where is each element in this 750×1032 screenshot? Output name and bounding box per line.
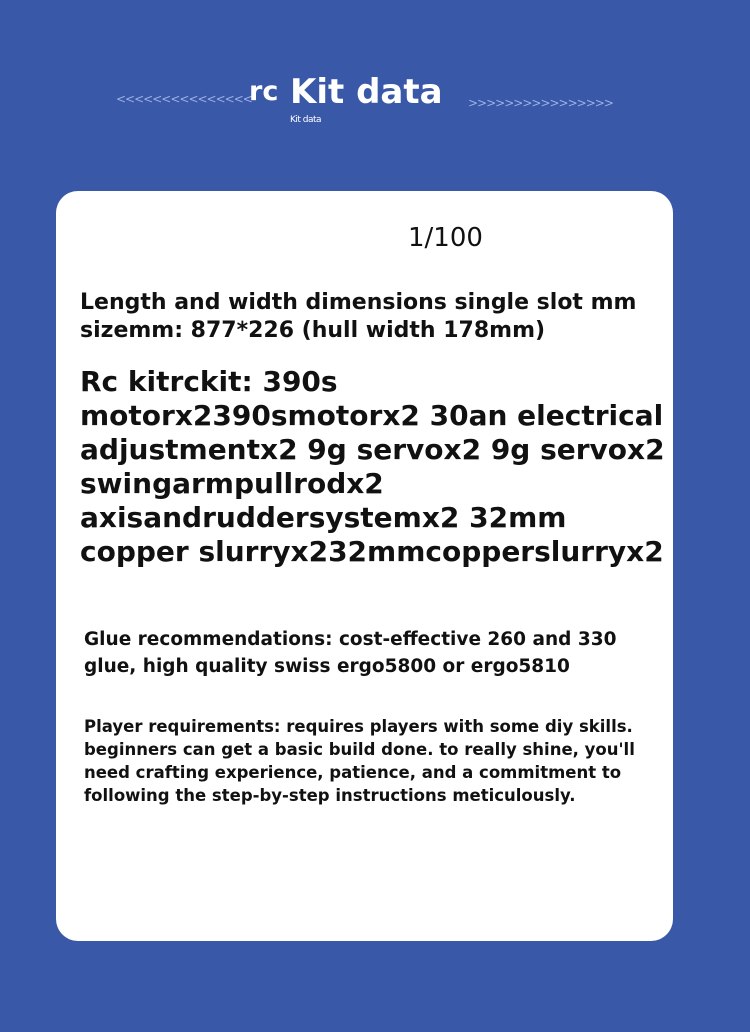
scale-label: 1/100: [408, 223, 483, 253]
right-chevron-decoration: >>>>>>>>>>>>>>>>: [468, 96, 613, 110]
left-chevron-decoration: <<<<<<<<<<<<<<<: [116, 92, 252, 106]
page-header: [0, 60, 750, 140]
page-title: Kit data: [290, 72, 443, 112]
player-requirements-text: Player requirements: requires players with some diy skills. beginners can get a basic build done. to really shine, you'll need crafting experience, patience, and a commitment to following the step-by-step instructions meticulously.: [84, 717, 635, 805]
title-row: [0, 70, 750, 114]
kit-data-card: [56, 191, 673, 941]
kit-contents-text: Rc kitrckit: 390s motorx2390smotorx2 30an electrical adjustmentx2 9g servox2 9g servox2 swingarmpullrodx2 axisandruddersystemx2 32mm copper slurryx232mmcopperslurryx2: [80, 365, 665, 568]
dimensions-text: Length and width dimensions single slot mm sizemm: 877*226 (hull width 178mm): [80, 290, 637, 343]
title-prefix: rc: [249, 76, 279, 107]
glue-recommendations-text: Glue recommendations: cost-effective 260 and 330 glue, high quality swiss ergo5800 or ergo5810: [84, 629, 617, 677]
page-subtitle: Kit data: [290, 115, 322, 125]
